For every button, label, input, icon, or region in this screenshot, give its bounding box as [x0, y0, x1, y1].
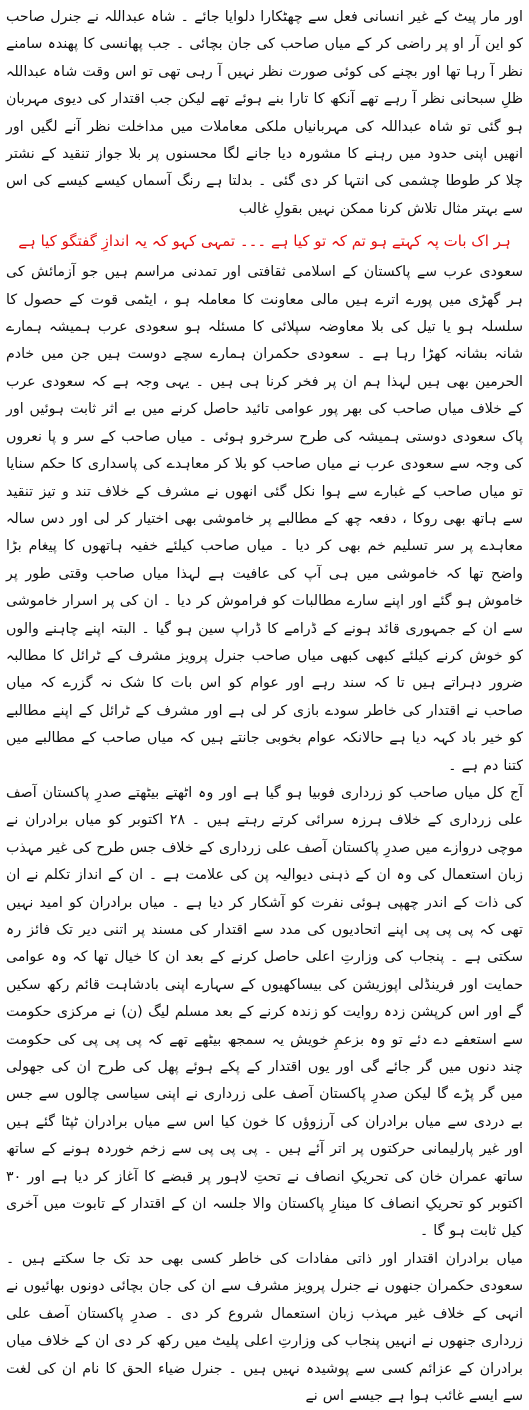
paragraph-zardari-phobia: آج کل میاں صاحب کو زرداری فوبیا ہو گیا ہے اور وہ اٹھتے بیٹھتے صدرِ پاکستان آصف علی زرداری کے خلاف ہرزہ سرائی کرتے رہتے ہیں ۔ ۲۸ اکتوبر کو میاں برادران نے موچی دروازے میں صدرِ پاکستان آصف علی زرداری کے خلاف جس طرح کی غیر مہذب زبان استعمال کی وہ ان کے ذہنی دیوالیہ پن کی علامت ہے ۔ ان کے انداز تکلم نے ان کی ذات کے اندر چھپی ہوئی نفرت کو آشکار کر دیا ہے ۔ میاں برادران کو امید نہیں تھی کہ پی پی پی اپنے اتحادیوں کی مدد سے اقتدار کی مسند پر اتنی دیر تک فائز رہ سکتی ہے ۔ پنجاب کی وزارتِ اعلی حاصل کرنے کے بعد ان کا خیال تھا کہ وہ عوامی حمایت اور فرینڈلی اپوزیشن کی بیساکھیوں کے سہارے اپنی بادشاہت قائم رکھ سکیں گے اور اس کرپشن زدہ روایت کو زندہ کرنے کے بعد مسلم لیگ (ن) نے مرکزی حکومت سے استعفے دے دئے تو وہ بزعمِ خویش یہ سمجھ بیٹھے تھے کہ پی پی پی کی حکومت چند دنوں میں گر جائے گی اور یوں اقتدار کے پکے ہوئے پھل کی طرح ان کی جھولی میں گر پڑے گا لیکن صدرِ پاکستان آصف علی زرداری نے اپنی سیاسی چالوں سے جس بے دردی سے میاں برادران کی آرزوؤں کا خون کیا اس سے میاں برادران ٹپٹا گئے ہیں اور غیر پارلیمانی حرکتوں پر اتر آئے ہیں ۔ پی پی پی سے زخم خوردہ ہونے کے ساتھ ساتھ عمران خان کی تحریکِ انصاف نے تحتِ لاہور پر قبضے کا آغاز کر دیا ہے اور ۳۰ اکتوبر کو تحریکِ انصاف کا مینارِ پاکستان والا جلسہ ان کے اقتدار کے تابوت میں آخری کیل ثابت ہو گا ۔	[6, 784, 523, 1240]
ghalib-couplet: ہر اک بات پہ کہتے ہو تم کہ تو کیا ہے ۔۔۔ تمہی کہو کہ یہ اندازِ گفتگو کیا ہے	[18, 232, 511, 251]
paragraph-saudi-relations: سعودی عرب سے پاکستان کے اسلامی ثقافتی اور تمدنی مراسم ہیں جو آزمائش کی ہر گھڑی میں پورے اترے ہیں مالی معاونت کا معاملہ ہو ، ایٹمی قوت کے حصول کا سلسلہ ہو یا تیل کی بلا معاوضہ سپلائی کا مسئلہ ہو سعودی عرب ہمیشہ ہمارے شانہ بشانہ کھڑا رہا ہے ۔ سعودی حکمران ہمارے سچے دوست ہیں جن میں خادم الحرمین بھی ہیں لہذا ہم ان پر فخر کرنا ہی ہیں ۔ یہی وجہ ہے کہ سعودی عرب کے خلاف میاں صاحب کی بھر پور عوامی تائید حاصل کرنے میں بے اثر ثابت ہوئیں اور پاک سعودی دوستی ہمیشہ کی طرح سرخرو ہوئی ۔ میاں صاحب کے سر و پا نعروں کی وجہ سے سعودی عرب نے میاں صاحب کو بلا کر معاہدے کی پاسداری کا حکم سنایا تو میاں صاحب کے غبارے سے ہوا نکل گئی انھوں نے مشرف کے خلاف تند و تیز تنقید سے ہاتھ بھی روکا ، دفعہ چھ کے مطالبے پر خاموشی بھی اختیار کر لی اور دس سالہ معاہدے پر سر تسلیم خم بھی کر دیا ۔ میاں صاحب کیلئے خفیہ ہاتھوں کا پیغام بڑا واضح تھا کہ خاموشی میں ہی آپ کی عافیت ہے لہذا میاں صاحب وقتی طور پر خاموش ہو گئے اور اپنے سارے مطالبات کو فراموش کر دیا ۔ ان کی پر اسرار خاموشی سے ان کے جمہوری قائد ہونے کے ڈرامے کا ڈراپ سین ہو گیا ۔ البتہ اپنے چاہنے والوں کو خوش کرنے کیلئے کبھی کبھی میاں صاحب جنرل پرویز مشرف کے ٹرائل کا مطالبہ ضرور دہراتے ہیں تا کہ سند رہے اور عوام کو اس بات کا شک نہ گزرے کہ میاں صاحب نے اقتدار کی خاطر سودے بازی کر لی ہے اور مشرف کے ٹرائل کے اپنے مطالبے کو خیر باد کہہ دیا ہے حالانکہ عوام بخوبی جانتے ہیں کہ میاں صاحب کے مطالبے میں کتنا دم ہے ۔	[6, 264, 523, 774]
paragraph-closing: میاں برادران اقتدار اور ذاتی مفادات کی خاطر کسی بھی حد تک جا سکتے ہیں ۔ سعودی حکمران جنھوں نے جنرل پرویز مشرف سے ان کی جان بچائی دونوں بھائیوں نے انہی کے خلاف غیر مہذب زبان استعمال شروع کر دی ۔ صدرِ پاکستان آصف علی زرداری جنھوں نے انہیں پنجاب کی وزارتِ اعلی پلیٹ میں رکھ کر دی ان کے خلاف میاں برادران کے عزائم کسی سے پوشیدہ نہیں ہیں ۔ جنرل ضیاء الحق کا نام ان کی لغت سے ایسے غائب ہوا ہے جیسے اس نے	[6, 1250, 523, 1404]
paragraph-opening: اور مار پیٹ کے غیر انسانی فعل سے چھٹکارا دلوایا جائے ۔ شاہ عبداللہ نے جنرل صاحب کو این آر او پر راضی کر کے میاں صاحب کی جان بچائی ۔ جب پھانسی کا پھندہ سامنے نظر آ رہا تھا اور بچنے کی کوئی صورت نظر نہیں آ رہی تھی تو اس وقت شاہ عبداللہ ظلِ سبحانی نظر آ رہے تھے آنکھ کا تارا بنے ہوئے تھے لیکن جب اقتدار کی دیوی مہربان ہو گئی تو شاہ عبداللہ کی مہربانیاں ملکی معاملات میں مداخلت نظر آنے لگیں اور انھیں اپنی حدود میں رہنے کا مشورہ دیا جانے لگا محسنوں پر بلا جواز تنقید کے نشتر چلا کر طوطا چشمی کی انتہا کر دی گئی ۔ بدلتا ہے رنگ آسماں کیسے کیسے کی اس سے بہتر مثال تلاش کرنا ممکن نہیں بقولِ غالب	[6, 9, 523, 217]
